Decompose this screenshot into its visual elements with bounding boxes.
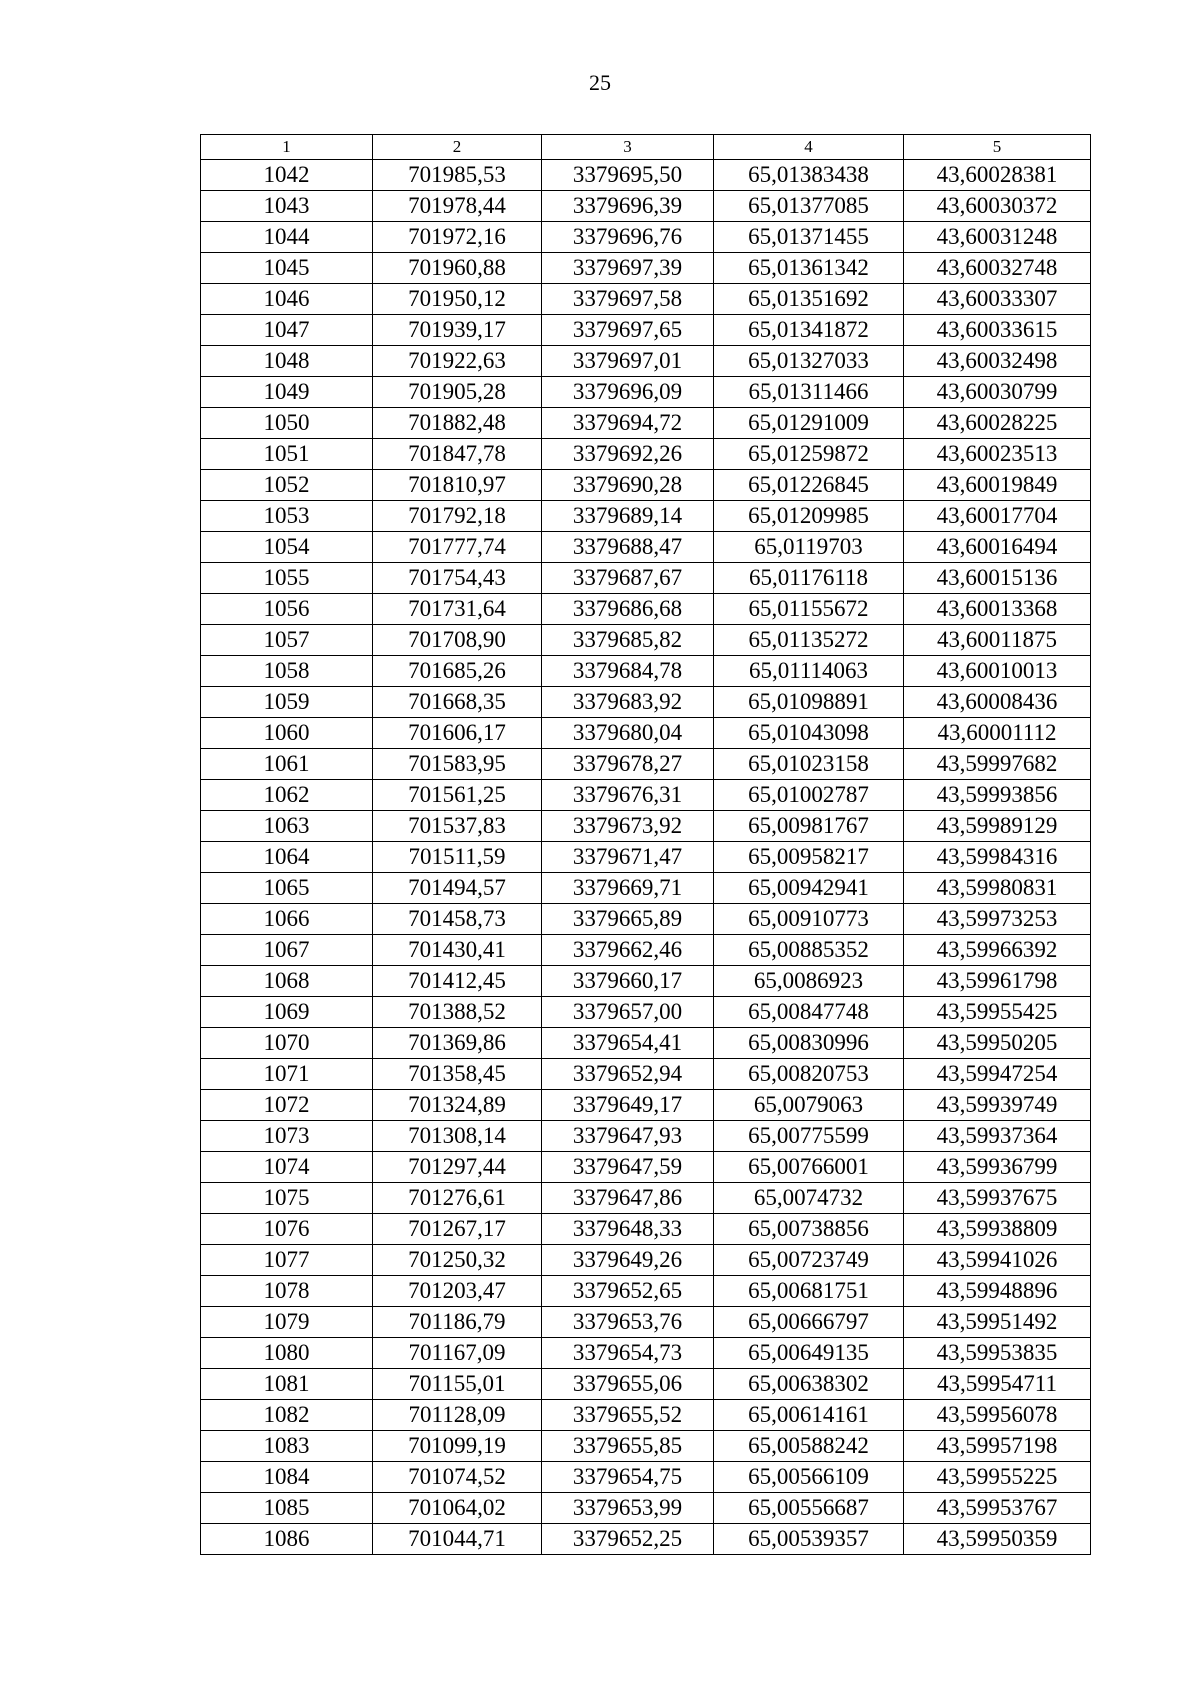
latitude-cell: 65,0086923 bbox=[714, 966, 904, 997]
table-row bbox=[201, 439, 1091, 470]
longitude-cell: 43,59951492 bbox=[904, 1307, 1091, 1338]
point-number-cell: 1083 bbox=[201, 1431, 373, 1462]
table-row bbox=[201, 160, 1091, 191]
point-number-cell: 1074 bbox=[201, 1152, 373, 1183]
x-coordinate-cell: 701985,53 bbox=[373, 160, 542, 191]
longitude-cell: 43,60028381 bbox=[904, 160, 1091, 191]
table-row bbox=[201, 1059, 1091, 1090]
longitude-cell: 43,59989129 bbox=[904, 811, 1091, 842]
latitude-cell: 65,00666797 bbox=[714, 1307, 904, 1338]
x-coordinate-cell: 701128,09 bbox=[373, 1400, 542, 1431]
latitude-cell: 65,01341872 bbox=[714, 315, 904, 346]
column-header-3: 3 bbox=[542, 135, 714, 160]
table-body bbox=[201, 160, 1091, 1555]
x-coordinate-cell: 701583,95 bbox=[373, 749, 542, 780]
point-number-cell: 1082 bbox=[201, 1400, 373, 1431]
table-row bbox=[201, 501, 1091, 532]
y-coordinate-cell: 3379653,76 bbox=[542, 1307, 714, 1338]
table-row bbox=[201, 222, 1091, 253]
y-coordinate-cell: 3379697,58 bbox=[542, 284, 714, 315]
table-row bbox=[201, 1307, 1091, 1338]
longitude-cell: 43,60033615 bbox=[904, 315, 1091, 346]
table-row bbox=[201, 1524, 1091, 1555]
longitude-cell: 43,59984316 bbox=[904, 842, 1091, 873]
latitude-cell: 65,00847748 bbox=[714, 997, 904, 1028]
longitude-cell: 43,60001112 bbox=[904, 718, 1091, 749]
point-number-cell: 1085 bbox=[201, 1493, 373, 1524]
latitude-cell: 65,01135272 bbox=[714, 625, 904, 656]
table-row bbox=[201, 625, 1091, 656]
table-row bbox=[201, 780, 1091, 811]
x-coordinate-cell: 701358,45 bbox=[373, 1059, 542, 1090]
point-number-cell: 1065 bbox=[201, 873, 373, 904]
latitude-cell: 65,00738856 bbox=[714, 1214, 904, 1245]
x-coordinate-cell: 701960,88 bbox=[373, 253, 542, 284]
longitude-cell: 43,60032498 bbox=[904, 346, 1091, 377]
longitude-cell: 43,60008436 bbox=[904, 687, 1091, 718]
longitude-cell: 43,59956078 bbox=[904, 1400, 1091, 1431]
latitude-cell: 65,01023158 bbox=[714, 749, 904, 780]
y-coordinate-cell: 3379676,31 bbox=[542, 780, 714, 811]
longitude-cell: 43,59937675 bbox=[904, 1183, 1091, 1214]
table-row bbox=[201, 904, 1091, 935]
longitude-cell: 43,59948896 bbox=[904, 1276, 1091, 1307]
latitude-cell: 65,01114063 bbox=[714, 656, 904, 687]
longitude-cell: 43,59938809 bbox=[904, 1214, 1091, 1245]
x-coordinate-cell: 701324,89 bbox=[373, 1090, 542, 1121]
point-number-cell: 1084 bbox=[201, 1462, 373, 1493]
latitude-cell: 65,00775599 bbox=[714, 1121, 904, 1152]
latitude-cell: 65,00614161 bbox=[714, 1400, 904, 1431]
x-coordinate-cell: 701731,64 bbox=[373, 594, 542, 625]
table-row bbox=[201, 532, 1091, 563]
table-row bbox=[201, 470, 1091, 501]
latitude-cell: 65,01377085 bbox=[714, 191, 904, 222]
point-number-cell: 1043 bbox=[201, 191, 373, 222]
longitude-cell: 43,60033307 bbox=[904, 284, 1091, 315]
column-header-4: 4 bbox=[714, 135, 904, 160]
latitude-cell: 65,0074732 bbox=[714, 1183, 904, 1214]
x-coordinate-cell: 701250,32 bbox=[373, 1245, 542, 1276]
y-coordinate-cell: 3379680,04 bbox=[542, 718, 714, 749]
x-coordinate-cell: 701792,18 bbox=[373, 501, 542, 532]
table-row bbox=[201, 935, 1091, 966]
longitude-cell: 43,59993856 bbox=[904, 780, 1091, 811]
longitude-cell: 43,60030372 bbox=[904, 191, 1091, 222]
coordinates-table bbox=[200, 134, 1091, 1555]
latitude-cell: 65,01098891 bbox=[714, 687, 904, 718]
longitude-cell: 43,60028225 bbox=[904, 408, 1091, 439]
y-coordinate-cell: 3379694,72 bbox=[542, 408, 714, 439]
x-coordinate-cell: 701754,43 bbox=[373, 563, 542, 594]
x-coordinate-cell: 701494,57 bbox=[373, 873, 542, 904]
latitude-cell: 65,00885352 bbox=[714, 935, 904, 966]
x-coordinate-cell: 701905,28 bbox=[373, 377, 542, 408]
longitude-cell: 43,60013368 bbox=[904, 594, 1091, 625]
point-number-cell: 1053 bbox=[201, 501, 373, 532]
table-row bbox=[201, 1400, 1091, 1431]
latitude-cell: 65,00910773 bbox=[714, 904, 904, 935]
y-coordinate-cell: 3379686,68 bbox=[542, 594, 714, 625]
table-row bbox=[201, 284, 1091, 315]
latitude-cell: 65,00820753 bbox=[714, 1059, 904, 1090]
latitude-cell: 65,01383438 bbox=[714, 160, 904, 191]
y-coordinate-cell: 3379690,28 bbox=[542, 470, 714, 501]
longitude-cell: 43,59939749 bbox=[904, 1090, 1091, 1121]
latitude-cell: 65,01176118 bbox=[714, 563, 904, 594]
x-coordinate-cell: 701267,17 bbox=[373, 1214, 542, 1245]
table-row bbox=[201, 1431, 1091, 1462]
table-row bbox=[201, 1121, 1091, 1152]
latitude-cell: 65,01291009 bbox=[714, 408, 904, 439]
latitude-cell: 65,00723749 bbox=[714, 1245, 904, 1276]
table-row bbox=[201, 842, 1091, 873]
y-coordinate-cell: 3379647,86 bbox=[542, 1183, 714, 1214]
point-number-cell: 1048 bbox=[201, 346, 373, 377]
x-coordinate-cell: 701064,02 bbox=[373, 1493, 542, 1524]
point-number-cell: 1050 bbox=[201, 408, 373, 439]
table-row bbox=[201, 346, 1091, 377]
point-number-cell: 1072 bbox=[201, 1090, 373, 1121]
y-coordinate-cell: 3379657,00 bbox=[542, 997, 714, 1028]
point-number-cell: 1067 bbox=[201, 935, 373, 966]
column-header-5: 5 bbox=[904, 135, 1091, 160]
y-coordinate-cell: 3379654,75 bbox=[542, 1462, 714, 1493]
header-row bbox=[201, 135, 1091, 160]
longitude-cell: 43,59980831 bbox=[904, 873, 1091, 904]
table-row bbox=[201, 253, 1091, 284]
table-row bbox=[201, 997, 1091, 1028]
x-coordinate-cell: 701308,14 bbox=[373, 1121, 542, 1152]
table-row bbox=[201, 191, 1091, 222]
latitude-cell: 65,00981767 bbox=[714, 811, 904, 842]
latitude-cell: 65,00681751 bbox=[714, 1276, 904, 1307]
point-number-cell: 1054 bbox=[201, 532, 373, 563]
x-coordinate-cell: 701430,41 bbox=[373, 935, 542, 966]
point-number-cell: 1064 bbox=[201, 842, 373, 873]
latitude-cell: 65,00942941 bbox=[714, 873, 904, 904]
point-number-cell: 1069 bbox=[201, 997, 373, 1028]
table-header bbox=[201, 135, 1091, 160]
table-row bbox=[201, 1245, 1091, 1276]
x-coordinate-cell: 701685,26 bbox=[373, 656, 542, 687]
y-coordinate-cell: 3379653,99 bbox=[542, 1493, 714, 1524]
latitude-cell: 65,00830996 bbox=[714, 1028, 904, 1059]
y-coordinate-cell: 3379647,93 bbox=[542, 1121, 714, 1152]
latitude-cell: 65,01361342 bbox=[714, 253, 904, 284]
point-number-cell: 1060 bbox=[201, 718, 373, 749]
y-coordinate-cell: 3379684,78 bbox=[542, 656, 714, 687]
latitude-cell: 65,01371455 bbox=[714, 222, 904, 253]
latitude-cell: 65,01351692 bbox=[714, 284, 904, 315]
latitude-cell: 65,01002787 bbox=[714, 780, 904, 811]
point-number-cell: 1047 bbox=[201, 315, 373, 346]
latitude-cell: 65,00958217 bbox=[714, 842, 904, 873]
longitude-cell: 43,59955225 bbox=[904, 1462, 1091, 1493]
latitude-cell: 65,01311466 bbox=[714, 377, 904, 408]
x-coordinate-cell: 701369,86 bbox=[373, 1028, 542, 1059]
point-number-cell: 1055 bbox=[201, 563, 373, 594]
longitude-cell: 43,60010013 bbox=[904, 656, 1091, 687]
y-coordinate-cell: 3379685,82 bbox=[542, 625, 714, 656]
longitude-cell: 43,59955425 bbox=[904, 997, 1091, 1028]
point-number-cell: 1061 bbox=[201, 749, 373, 780]
x-coordinate-cell: 701458,73 bbox=[373, 904, 542, 935]
x-coordinate-cell: 701668,35 bbox=[373, 687, 542, 718]
point-number-cell: 1063 bbox=[201, 811, 373, 842]
longitude-cell: 43,59954711 bbox=[904, 1369, 1091, 1400]
y-coordinate-cell: 3379655,06 bbox=[542, 1369, 714, 1400]
longitude-cell: 43,59957198 bbox=[904, 1431, 1091, 1462]
longitude-cell: 43,59950359 bbox=[904, 1524, 1091, 1555]
y-coordinate-cell: 3379652,25 bbox=[542, 1524, 714, 1555]
latitude-cell: 65,01226845 bbox=[714, 470, 904, 501]
latitude-cell: 65,00556687 bbox=[714, 1493, 904, 1524]
y-coordinate-cell: 3379678,27 bbox=[542, 749, 714, 780]
longitude-cell: 43,59997682 bbox=[904, 749, 1091, 780]
table-row bbox=[201, 811, 1091, 842]
point-number-cell: 1071 bbox=[201, 1059, 373, 1090]
latitude-cell: 65,01209985 bbox=[714, 501, 904, 532]
point-number-cell: 1042 bbox=[201, 160, 373, 191]
longitude-cell: 43,59961798 bbox=[904, 966, 1091, 997]
x-coordinate-cell: 701847,78 bbox=[373, 439, 542, 470]
y-coordinate-cell: 3379665,89 bbox=[542, 904, 714, 935]
y-coordinate-cell: 3379696,39 bbox=[542, 191, 714, 222]
x-coordinate-cell: 701167,09 bbox=[373, 1338, 542, 1369]
table-row bbox=[201, 1462, 1091, 1493]
y-coordinate-cell: 3379662,46 bbox=[542, 935, 714, 966]
table-row bbox=[201, 749, 1091, 780]
x-coordinate-cell: 701412,45 bbox=[373, 966, 542, 997]
latitude-cell: 65,00588242 bbox=[714, 1431, 904, 1462]
point-number-cell: 1070 bbox=[201, 1028, 373, 1059]
y-coordinate-cell: 3379683,92 bbox=[542, 687, 714, 718]
point-number-cell: 1068 bbox=[201, 966, 373, 997]
longitude-cell: 43,60030799 bbox=[904, 377, 1091, 408]
point-number-cell: 1051 bbox=[201, 439, 373, 470]
longitude-cell: 43,59937364 bbox=[904, 1121, 1091, 1152]
longitude-cell: 43,59936799 bbox=[904, 1152, 1091, 1183]
y-coordinate-cell: 3379687,67 bbox=[542, 563, 714, 594]
y-coordinate-cell: 3379697,39 bbox=[542, 253, 714, 284]
x-coordinate-cell: 701561,25 bbox=[373, 780, 542, 811]
x-coordinate-cell: 701203,47 bbox=[373, 1276, 542, 1307]
y-coordinate-cell: 3379654,73 bbox=[542, 1338, 714, 1369]
x-coordinate-cell: 701922,63 bbox=[373, 346, 542, 377]
latitude-cell: 65,00539357 bbox=[714, 1524, 904, 1555]
x-coordinate-cell: 701950,12 bbox=[373, 284, 542, 315]
longitude-cell: 43,59953767 bbox=[904, 1493, 1091, 1524]
point-number-cell: 1075 bbox=[201, 1183, 373, 1214]
x-coordinate-cell: 701777,74 bbox=[373, 532, 542, 563]
x-coordinate-cell: 701972,16 bbox=[373, 222, 542, 253]
x-coordinate-cell: 701606,17 bbox=[373, 718, 542, 749]
x-coordinate-cell: 701810,97 bbox=[373, 470, 542, 501]
x-coordinate-cell: 701044,71 bbox=[373, 1524, 542, 1555]
x-coordinate-cell: 701388,52 bbox=[373, 997, 542, 1028]
longitude-cell: 43,60023513 bbox=[904, 439, 1091, 470]
latitude-cell: 65,00766001 bbox=[714, 1152, 904, 1183]
point-number-cell: 1081 bbox=[201, 1369, 373, 1400]
point-number-cell: 1046 bbox=[201, 284, 373, 315]
x-coordinate-cell: 701186,79 bbox=[373, 1307, 542, 1338]
point-number-cell: 1066 bbox=[201, 904, 373, 935]
longitude-cell: 43,60032748 bbox=[904, 253, 1091, 284]
y-coordinate-cell: 3379655,52 bbox=[542, 1400, 714, 1431]
x-coordinate-cell: 701099,19 bbox=[373, 1431, 542, 1462]
longitude-cell: 43,59966392 bbox=[904, 935, 1091, 966]
latitude-cell: 65,01259872 bbox=[714, 439, 904, 470]
point-number-cell: 1077 bbox=[201, 1245, 373, 1276]
longitude-cell: 43,60015136 bbox=[904, 563, 1091, 594]
table-row bbox=[201, 563, 1091, 594]
column-header-1: 1 bbox=[201, 135, 373, 160]
latitude-cell: 65,00649135 bbox=[714, 1338, 904, 1369]
latitude-cell: 65,01327033 bbox=[714, 346, 904, 377]
point-number-cell: 1062 bbox=[201, 780, 373, 811]
column-header-2: 2 bbox=[373, 135, 542, 160]
y-coordinate-cell: 3379696,76 bbox=[542, 222, 714, 253]
x-coordinate-cell: 701939,17 bbox=[373, 315, 542, 346]
point-number-cell: 1044 bbox=[201, 222, 373, 253]
latitude-cell: 65,0119703 bbox=[714, 532, 904, 563]
longitude-cell: 43,59947254 bbox=[904, 1059, 1091, 1090]
table-row bbox=[201, 873, 1091, 904]
latitude-cell: 65,00638302 bbox=[714, 1369, 904, 1400]
table-row bbox=[201, 315, 1091, 346]
longitude-cell: 43,59941026 bbox=[904, 1245, 1091, 1276]
point-number-cell: 1049 bbox=[201, 377, 373, 408]
point-number-cell: 1052 bbox=[201, 470, 373, 501]
point-number-cell: 1080 bbox=[201, 1338, 373, 1369]
table-row bbox=[201, 377, 1091, 408]
y-coordinate-cell: 3379660,17 bbox=[542, 966, 714, 997]
point-number-cell: 1057 bbox=[201, 625, 373, 656]
y-coordinate-cell: 3379689,14 bbox=[542, 501, 714, 532]
longitude-cell: 43,59973253 bbox=[904, 904, 1091, 935]
y-coordinate-cell: 3379696,09 bbox=[542, 377, 714, 408]
x-coordinate-cell: 701882,48 bbox=[373, 408, 542, 439]
point-number-cell: 1078 bbox=[201, 1276, 373, 1307]
y-coordinate-cell: 3379649,17 bbox=[542, 1090, 714, 1121]
table-row bbox=[201, 1369, 1091, 1400]
table-row bbox=[201, 1090, 1091, 1121]
point-number-cell: 1079 bbox=[201, 1307, 373, 1338]
latitude-cell: 65,01043098 bbox=[714, 718, 904, 749]
point-number-cell: 1056 bbox=[201, 594, 373, 625]
table-row bbox=[201, 966, 1091, 997]
x-coordinate-cell: 701708,90 bbox=[373, 625, 542, 656]
page-number: 25 bbox=[589, 70, 611, 95]
point-number-cell: 1076 bbox=[201, 1214, 373, 1245]
longitude-cell: 43,60016494 bbox=[904, 532, 1091, 563]
y-coordinate-cell: 3379692,26 bbox=[542, 439, 714, 470]
x-coordinate-cell: 701074,52 bbox=[373, 1462, 542, 1493]
x-coordinate-cell: 701155,01 bbox=[373, 1369, 542, 1400]
point-number-cell: 1059 bbox=[201, 687, 373, 718]
y-coordinate-cell: 3379649,26 bbox=[542, 1245, 714, 1276]
x-coordinate-cell: 701276,61 bbox=[373, 1183, 542, 1214]
table-row bbox=[201, 718, 1091, 749]
y-coordinate-cell: 3379654,41 bbox=[542, 1028, 714, 1059]
table-row bbox=[201, 1493, 1091, 1524]
point-number-cell: 1058 bbox=[201, 656, 373, 687]
longitude-cell: 43,60017704 bbox=[904, 501, 1091, 532]
table-row bbox=[201, 1152, 1091, 1183]
longitude-cell: 43,59953835 bbox=[904, 1338, 1091, 1369]
x-coordinate-cell: 701537,83 bbox=[373, 811, 542, 842]
latitude-cell: 65,01155672 bbox=[714, 594, 904, 625]
table-row bbox=[201, 1028, 1091, 1059]
latitude-cell: 65,00566109 bbox=[714, 1462, 904, 1493]
x-coordinate-cell: 701297,44 bbox=[373, 1152, 542, 1183]
y-coordinate-cell: 3379688,47 bbox=[542, 532, 714, 563]
point-number-cell: 1086 bbox=[201, 1524, 373, 1555]
y-coordinate-cell: 3379647,59 bbox=[542, 1152, 714, 1183]
point-number-cell: 1045 bbox=[201, 253, 373, 284]
y-coordinate-cell: 3379655,85 bbox=[542, 1431, 714, 1462]
y-coordinate-cell: 3379695,50 bbox=[542, 160, 714, 191]
x-coordinate-cell: 701511,59 bbox=[373, 842, 542, 873]
y-coordinate-cell: 3379652,65 bbox=[542, 1276, 714, 1307]
x-coordinate-cell: 701978,44 bbox=[373, 191, 542, 222]
longitude-cell: 43,59950205 bbox=[904, 1028, 1091, 1059]
table-row bbox=[201, 408, 1091, 439]
longitude-cell: 43,60031248 bbox=[904, 222, 1091, 253]
latitude-cell: 65,0079063 bbox=[714, 1090, 904, 1121]
point-number-cell: 1073 bbox=[201, 1121, 373, 1152]
y-coordinate-cell: 3379652,94 bbox=[542, 1059, 714, 1090]
table-row bbox=[201, 656, 1091, 687]
table-row bbox=[201, 1183, 1091, 1214]
table-row bbox=[201, 1214, 1091, 1245]
y-coordinate-cell: 3379671,47 bbox=[542, 842, 714, 873]
y-coordinate-cell: 3379673,92 bbox=[542, 811, 714, 842]
table-row bbox=[201, 687, 1091, 718]
table-row bbox=[201, 1338, 1091, 1369]
y-coordinate-cell: 3379648,33 bbox=[542, 1214, 714, 1245]
longitude-cell: 43,60019849 bbox=[904, 470, 1091, 501]
y-coordinate-cell: 3379669,71 bbox=[542, 873, 714, 904]
y-coordinate-cell: 3379697,01 bbox=[542, 346, 714, 377]
longitude-cell: 43,60011875 bbox=[904, 625, 1091, 656]
table-row bbox=[201, 594, 1091, 625]
y-coordinate-cell: 3379697,65 bbox=[542, 315, 714, 346]
table-row bbox=[201, 1276, 1091, 1307]
